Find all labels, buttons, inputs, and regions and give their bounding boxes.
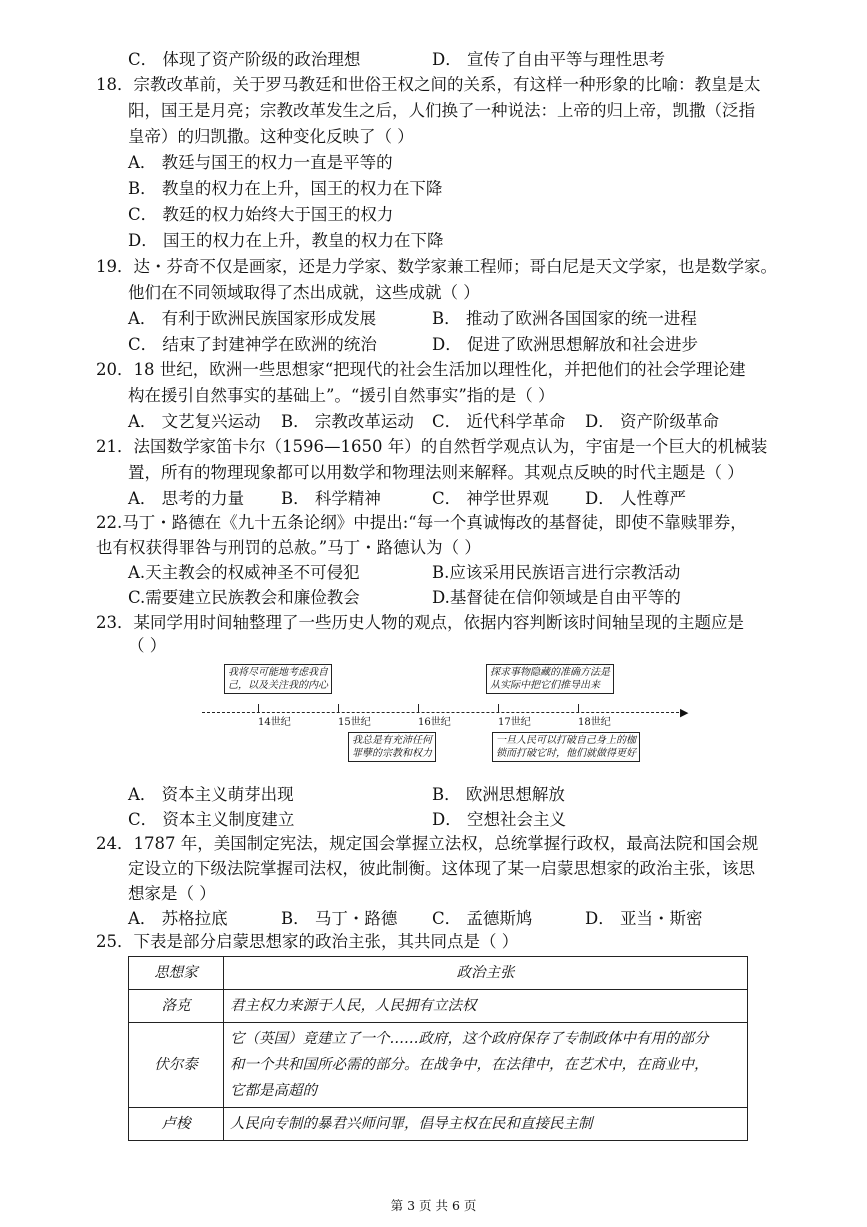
timeline-century-label: 17世纪	[498, 717, 531, 728]
q23-option-c: C． 资本主义制度建立	[128, 810, 295, 829]
q21-option-a: A． 思考的力量	[128, 489, 245, 508]
q24-option-a: A． 苏格拉底	[128, 909, 228, 928]
timeline-quote-box	[486, 664, 614, 694]
page-footer: 第 3 页 共 6 页	[390, 1198, 477, 1213]
thinker-claim	[224, 1023, 748, 1108]
timeline-tick	[498, 704, 499, 713]
q22-option-d: D.基督徒在信仰领域是自由平等的	[432, 588, 681, 607]
q24-stem-line: 定设立的下级法院掌握司法权，彼此制衡。这体现了某一启蒙思想家的政治主张，该思	[128, 859, 755, 878]
timeline-axis	[202, 712, 684, 713]
q19-option-c: C． 结束了封建神学在欧洲的统治	[128, 335, 377, 354]
q19-stem-line: 他们在不同领域取得了杰出成就，这些成就（ ）	[128, 283, 480, 302]
q20-stem-line: 20．18 世纪，欧洲一些思想家“把现代的社会生活加以理性化，并把他们的社会学理论建	[96, 360, 746, 379]
claim-line: 和一个共和国所必需的部分。在战争中，在法律中，在艺术中，在商业中，	[230, 1057, 709, 1073]
thinker-name: 洛克	[129, 990, 224, 1023]
q22-option-b: B.应该采用民族语言进行宗教活动	[432, 563, 681, 582]
q20-stem-line: 构在援引自然事实的基础上”。“援引自然事实”指的是（ ）	[128, 386, 555, 405]
timeline-tick	[338, 704, 339, 713]
q19-option-b: B． 推动了欧洲各国国家的统一进程	[432, 309, 697, 328]
timeline-tick	[258, 704, 259, 713]
q22-stem-line: 也有权获得罪咎与刑罚的总赦。”马丁・路德认为（ ）	[96, 538, 481, 557]
q23-stem-line: （ ）	[128, 636, 167, 655]
q19-option-a: A． 有利于欧洲民族国家形成发展	[128, 309, 377, 328]
claim-line: 君主权力来源于人民，人民拥有立法权	[230, 998, 477, 1014]
q22-option-a: A.天主教会的权威神圣不可侵犯	[128, 563, 360, 582]
thinker-name: 卢梭	[129, 1108, 224, 1141]
q25-stem: 25．下表是部分启蒙思想家的政治主张，其共同点是（ ）	[96, 932, 519, 951]
q23-option-b: B． 欧洲思想解放	[432, 785, 565, 804]
timeline-century-label: 15世纪	[338, 717, 371, 728]
table-row	[129, 1108, 748, 1141]
table-header-cell: 思想家	[129, 957, 224, 990]
q20-option-b: B． 宗教改革运动	[281, 412, 414, 431]
timeline-tick	[418, 704, 419, 713]
q19-stem-line: 19．达・芬奇不仅是画家，还是力学家、数学家兼工程师；哥白尼是天文学家，也是数学家。	[96, 257, 777, 276]
timeline-century-label: 18世纪	[578, 717, 611, 728]
q23-stem-line: 23．某同学用时间轴整理了一些历史人物的观点，依据内容判断该时间轴呈现的主题应是	[96, 613, 744, 632]
q21-option-d: D． 人性尊严	[585, 489, 686, 508]
timeline-century-label: 14世纪	[258, 717, 291, 728]
q19-option-d: D． 促进了欧洲思想解放和社会进步	[432, 335, 698, 354]
q21-stem-line: 21．法国数学家笛卡尔（1596—1650 年）的自然哲学观点认为，宇宙是一个巨大的机械装	[96, 437, 768, 456]
q21-option-c: C． 神学世界观	[432, 489, 549, 508]
q23-option-d: D． 空想社会主义	[432, 810, 566, 829]
q24-option-b: B． 马丁・路德	[281, 909, 398, 928]
thinker-claim	[224, 1108, 748, 1141]
table-header-row	[129, 957, 748, 990]
timeline-quote-line: 罪孽的宗教和权力	[352, 748, 432, 759]
q24-option-d: D． 亚当・斯密	[585, 909, 703, 928]
timeline-quote-box	[224, 664, 332, 694]
q24-option-c: C． 孟德斯鸠	[432, 909, 533, 928]
q21-option-b: B． 科学精神	[281, 489, 381, 508]
arrow-right-icon: ▶	[680, 706, 689, 719]
timeline-quote-line: 我总是有充沛任何	[352, 735, 432, 746]
q23-option-a: A． 资本主义萌芽出现	[128, 785, 294, 804]
timeline-quote-line: 己，以及关注我的内心	[228, 680, 328, 691]
q17-option-d: D． 宣传了自由平等与理性思考	[432, 50, 665, 69]
timeline-quote-line: 一旦人民可以打破自己身上的枷	[496, 735, 636, 746]
q18-option-b: B． 教皇的权力在上升，国王的权力在下降	[128, 179, 443, 198]
timeline-quote-box	[492, 732, 640, 762]
timeline-figure	[200, 660, 690, 770]
timeline-quote-line: 我将尽可能地考虑我自	[228, 667, 328, 678]
timeline-tick	[578, 704, 579, 713]
timeline-quote-line: 探求事物隐藏的准确方法是	[490, 667, 610, 678]
q20-option-c: C． 近代科学革命	[432, 412, 566, 431]
timeline-quote-line: 从实际中把它们推导出来	[490, 680, 600, 691]
q18-option-a: A． 教廷与国王的权力一直是平等的	[128, 153, 393, 172]
q18-option-c: C． 教廷的权力始终大于国王的权力	[128, 205, 394, 224]
claim-line: 它（英国）竟建立了一个……政府，这个政府保存了专制政体中有用的部分	[230, 1031, 709, 1047]
q22-option-c: C.需要建立民族教会和廉俭教会	[128, 588, 360, 607]
q18-stem-line: 皇帝）的归凯撒。这种变化反映了（ ）	[128, 127, 414, 146]
thinker-name: 伏尔泰	[129, 1023, 224, 1108]
q22-stem-line: 22.马丁・路德在《九十五条论纲》中提出:“每一个真诚悔改的基督徒，即使不靠赎罪券，	[96, 513, 747, 532]
q17-option-c: C． 体现了资产阶级的政治理想	[128, 50, 361, 69]
table-row	[129, 990, 748, 1023]
table-row	[129, 1023, 748, 1108]
q18-stem-line: 18．宗教改革前，关于罗马教廷和世俗王权之间的关系，有这样一种形象的比喻：教皇是太	[96, 75, 761, 94]
claim-line: 人民向专制的暴君兴师问罪，倡导主权在民和直接民主制	[230, 1116, 593, 1132]
claim-line: 它都是高超的	[230, 1083, 317, 1099]
thinker-claim	[224, 990, 748, 1023]
timeline-century-label: 16世纪	[418, 717, 451, 728]
timeline-quote-box	[348, 732, 436, 762]
timeline-quote-line: 锁而打破它时，他们就做得更好	[496, 748, 636, 759]
q20-option-a: A． 文艺复兴运动	[128, 412, 261, 431]
thinker-table	[128, 956, 748, 1141]
q20-option-d: D． 资产阶级革命	[585, 412, 719, 431]
table-header-cell: 政治主张	[224, 957, 748, 990]
q18-stem-line: 阳，国王是月亮；宗教改革发生之后，人们换了一种说法：上帝的归上帝，凯撒（泛指	[128, 101, 755, 120]
q24-stem-line: 24．1787 年，美国制定宪法，规定国会掌握立法权，总统掌握行政权，最高法院和国会规	[96, 834, 759, 853]
q24-stem-line: 想家是（ ）	[128, 884, 216, 903]
q21-stem-line: 置，所有的物理现象都可以用数学和物理法则来解释。其观点反映的时代主题是（ ）	[128, 463, 744, 482]
q18-option-d: D． 国王的权力在上升，教皇的权力在下降	[128, 231, 444, 250]
